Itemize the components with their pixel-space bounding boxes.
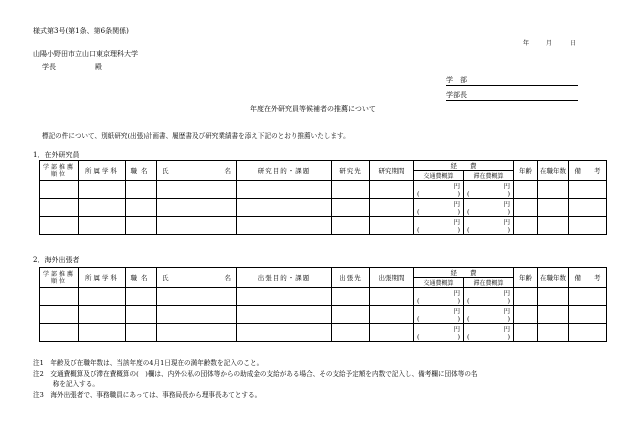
paren-open: (	[467, 225, 470, 234]
header-position: 職名	[126, 161, 157, 181]
yen-label: 円	[453, 324, 460, 333]
cell-input[interactable]	[79, 324, 126, 342]
cell-input[interactable]	[514, 199, 538, 217]
yen-label: 円	[503, 217, 510, 226]
header-rank: 学部推薦順位	[40, 268, 79, 288]
addressee-title: 学長	[42, 63, 56, 71]
cell-input[interactable]	[126, 306, 157, 324]
cell-input[interactable]	[538, 199, 569, 217]
paren-open: (	[467, 207, 470, 216]
table-row	[40, 217, 607, 235]
travel-cost-cell[interactable]	[414, 288, 464, 306]
cell-input[interactable]	[126, 181, 157, 199]
paren-open: (	[417, 332, 420, 341]
header-stay: 滞在費概算	[464, 171, 514, 181]
yen-label: 円	[503, 199, 510, 208]
paren-close: )	[507, 332, 510, 341]
cell-input[interactable]	[332, 306, 370, 324]
header-travel: 交通費概算	[414, 171, 464, 181]
cell-input[interactable]	[538, 288, 569, 306]
cell-input[interactable]	[332, 199, 370, 217]
cell-input[interactable]	[237, 181, 332, 199]
header-name	[157, 161, 237, 181]
cell-input[interactable]	[157, 181, 237, 199]
travel-cost-cell[interactable]	[414, 324, 464, 342]
yen-label: 円	[503, 288, 510, 297]
paren-close: )	[457, 207, 460, 216]
header-years: 在職年数	[538, 268, 569, 288]
cell-input[interactable]	[79, 288, 126, 306]
paren-open: (	[417, 225, 420, 234]
cell-input[interactable]	[79, 306, 126, 324]
date-year: 年	[523, 40, 530, 47]
paren-open: (	[417, 296, 420, 305]
table-row	[40, 181, 607, 199]
stay-cost-cell[interactable]	[464, 181, 514, 199]
cell-input[interactable]	[40, 324, 79, 342]
note-1: 注1 年齢及び在職年数は、当該年度の4月1日現在の満年齢数を記入のこと。	[33, 359, 264, 367]
header-destination: 出張先	[332, 268, 370, 288]
paren-close: )	[457, 314, 460, 323]
cell-input[interactable]	[370, 306, 414, 324]
header-expense: 経 費	[414, 268, 514, 278]
cell-input[interactable]	[237, 306, 332, 324]
paren-close: )	[457, 189, 460, 198]
cell-input[interactable]	[538, 324, 569, 342]
travel-cost-cell[interactable]	[414, 199, 464, 217]
cell-input[interactable]	[370, 288, 414, 306]
cell-input[interactable]	[237, 324, 332, 342]
cell-input[interactable]	[370, 181, 414, 199]
header-name	[157, 268, 237, 288]
header-name-right: 名	[224, 274, 231, 282]
header-purpose: 研究目的・課題	[237, 161, 332, 181]
section2-heading: 2．海外出張者	[33, 256, 80, 264]
stay-cost-cell[interactable]	[464, 324, 514, 342]
table-row	[40, 199, 607, 217]
cell-input[interactable]	[332, 288, 370, 306]
header-years: 在職年数	[538, 161, 569, 181]
paren-open: (	[467, 189, 470, 198]
cell-input[interactable]	[40, 306, 79, 324]
stay-cost-cell[interactable]	[464, 306, 514, 324]
header-age: 年齢	[514, 268, 538, 288]
yen-label: 円	[503, 306, 510, 315]
header-remarks: 備 考	[569, 268, 607, 288]
cell-input[interactable]	[79, 181, 126, 199]
cell-input[interactable]	[79, 217, 126, 235]
header-department: 所属学科	[79, 268, 126, 288]
header-age: 年齢	[514, 161, 538, 181]
sender-department-label: 学 部	[446, 76, 467, 84]
paren-close: )	[507, 207, 510, 216]
cell-input[interactable]	[569, 199, 607, 217]
cell-input[interactable]	[157, 217, 237, 235]
cell-input[interactable]	[370, 324, 414, 342]
cell-input[interactable]	[514, 306, 538, 324]
paren-close: )	[507, 314, 510, 323]
cell-input[interactable]	[370, 199, 414, 217]
header-purpose: 出張目的・課題	[237, 268, 332, 288]
stay-cost-cell[interactable]	[464, 199, 514, 217]
cell-input[interactable]	[370, 217, 414, 235]
paren-close: )	[507, 225, 510, 234]
cell-input[interactable]	[569, 181, 607, 199]
cell-input[interactable]	[157, 324, 237, 342]
stay-cost-cell[interactable]	[464, 288, 514, 306]
cell-input[interactable]	[332, 181, 370, 199]
cell-input[interactable]	[157, 306, 237, 324]
cell-input[interactable]	[569, 288, 607, 306]
cell-input[interactable]	[126, 324, 157, 342]
cell-input[interactable]	[40, 199, 79, 217]
note-3: 注3 海外出張者で、事務職員にあっては、事務局長から理事長あてとする。	[33, 391, 262, 399]
cell-input[interactable]	[569, 217, 607, 235]
paren-close: )	[457, 332, 460, 341]
yen-label: 円	[453, 217, 460, 226]
header-period: 出張期間	[370, 268, 414, 288]
table-row	[40, 324, 607, 342]
cell-input[interactable]	[514, 288, 538, 306]
sender-department-field[interactable]	[446, 75, 578, 86]
note-2: 注2 交通費概算及び滞在費概算の( )欄は、内外公私の団体等からの助成金の支給がある場合、その支給予定額を内数で記入し、備考欄に団体等の名	[33, 370, 478, 378]
table-row	[40, 288, 607, 306]
header-name-left: 氏	[162, 167, 169, 175]
cell-input[interactable]	[237, 217, 332, 235]
intro-text: 標記の件について、別紙研究(出張)計画書、履歴書及び研究業績書を添え下記のとおり推薦いたします。	[42, 132, 350, 140]
date-month: 月	[546, 40, 553, 47]
note-2-continued: 称を記入する。	[33, 380, 99, 388]
addressee-university: 山陽小野田市立山口東京理科大学	[33, 50, 138, 58]
cell-input[interactable]	[514, 217, 538, 235]
paren-close: )	[457, 296, 460, 305]
yen-label: 円	[503, 181, 510, 190]
cell-input[interactable]	[514, 181, 538, 199]
cell-input[interactable]	[514, 324, 538, 342]
yen-label: 円	[453, 199, 460, 208]
paren-close: )	[507, 189, 510, 198]
cell-input[interactable]	[538, 181, 569, 199]
cell-input[interactable]	[569, 306, 607, 324]
paren-open: (	[417, 207, 420, 216]
sender-dean-field[interactable]	[446, 90, 578, 101]
travel-cost-cell[interactable]	[414, 217, 464, 235]
paren-open: (	[467, 296, 470, 305]
travel-cost-cell[interactable]	[414, 181, 464, 199]
travel-cost-cell[interactable]	[414, 306, 464, 324]
cell-input[interactable]	[332, 217, 370, 235]
header-name-left: 氏	[162, 274, 169, 282]
header-department: 所属学科	[79, 161, 126, 181]
cell-input[interactable]	[157, 288, 237, 306]
section1-table	[39, 160, 607, 235]
cell-input[interactable]	[237, 288, 332, 306]
cell-input[interactable]	[237, 199, 332, 217]
header-travel: 交通費概算	[414, 278, 464, 288]
stay-cost-cell[interactable]	[464, 217, 514, 235]
section1-heading: 1．在外研究員	[33, 151, 80, 159]
document-title: 年度在外研究員等候補者の推薦について	[250, 105, 376, 113]
sender-dean-label: 学部長	[446, 91, 467, 99]
cell-input[interactable]	[79, 199, 126, 217]
paren-close: )	[507, 296, 510, 305]
cell-input[interactable]	[538, 306, 569, 324]
header-rank: 学部推薦順位	[40, 161, 79, 181]
yen-label: 円	[453, 306, 460, 315]
header-destination: 研究先	[332, 161, 370, 181]
form-number: 様式第3号(第1条、第6条関係)	[33, 27, 129, 35]
cell-input[interactable]	[569, 324, 607, 342]
cell-input[interactable]	[538, 217, 569, 235]
paren-open: (	[417, 189, 420, 198]
header-remarks: 備 考	[569, 161, 607, 181]
header-stay: 滞在費概算	[464, 278, 514, 288]
date-day: 日	[570, 40, 577, 47]
yen-label: 円	[453, 288, 460, 297]
yen-label: 円	[453, 181, 460, 190]
cell-input[interactable]	[40, 217, 79, 235]
cell-input[interactable]	[332, 324, 370, 342]
header-name-right: 名	[224, 167, 231, 175]
header-period: 研究期間	[370, 161, 414, 181]
paren-open: (	[467, 314, 470, 323]
section2-table	[39, 267, 607, 342]
paren-close: )	[457, 225, 460, 234]
cell-input[interactable]	[126, 217, 157, 235]
cell-input[interactable]	[40, 288, 79, 306]
paren-open: (	[467, 332, 470, 341]
yen-label: 円	[503, 324, 510, 333]
cell-input[interactable]	[126, 199, 157, 217]
paren-open: (	[417, 314, 420, 323]
header-expense: 経 費	[414, 161, 514, 171]
cell-input[interactable]	[126, 288, 157, 306]
addressee-honorific: 殿	[95, 63, 102, 71]
cell-input[interactable]	[40, 181, 79, 199]
table-row	[40, 306, 607, 324]
cell-input[interactable]	[157, 199, 237, 217]
header-position: 職名	[126, 268, 157, 288]
